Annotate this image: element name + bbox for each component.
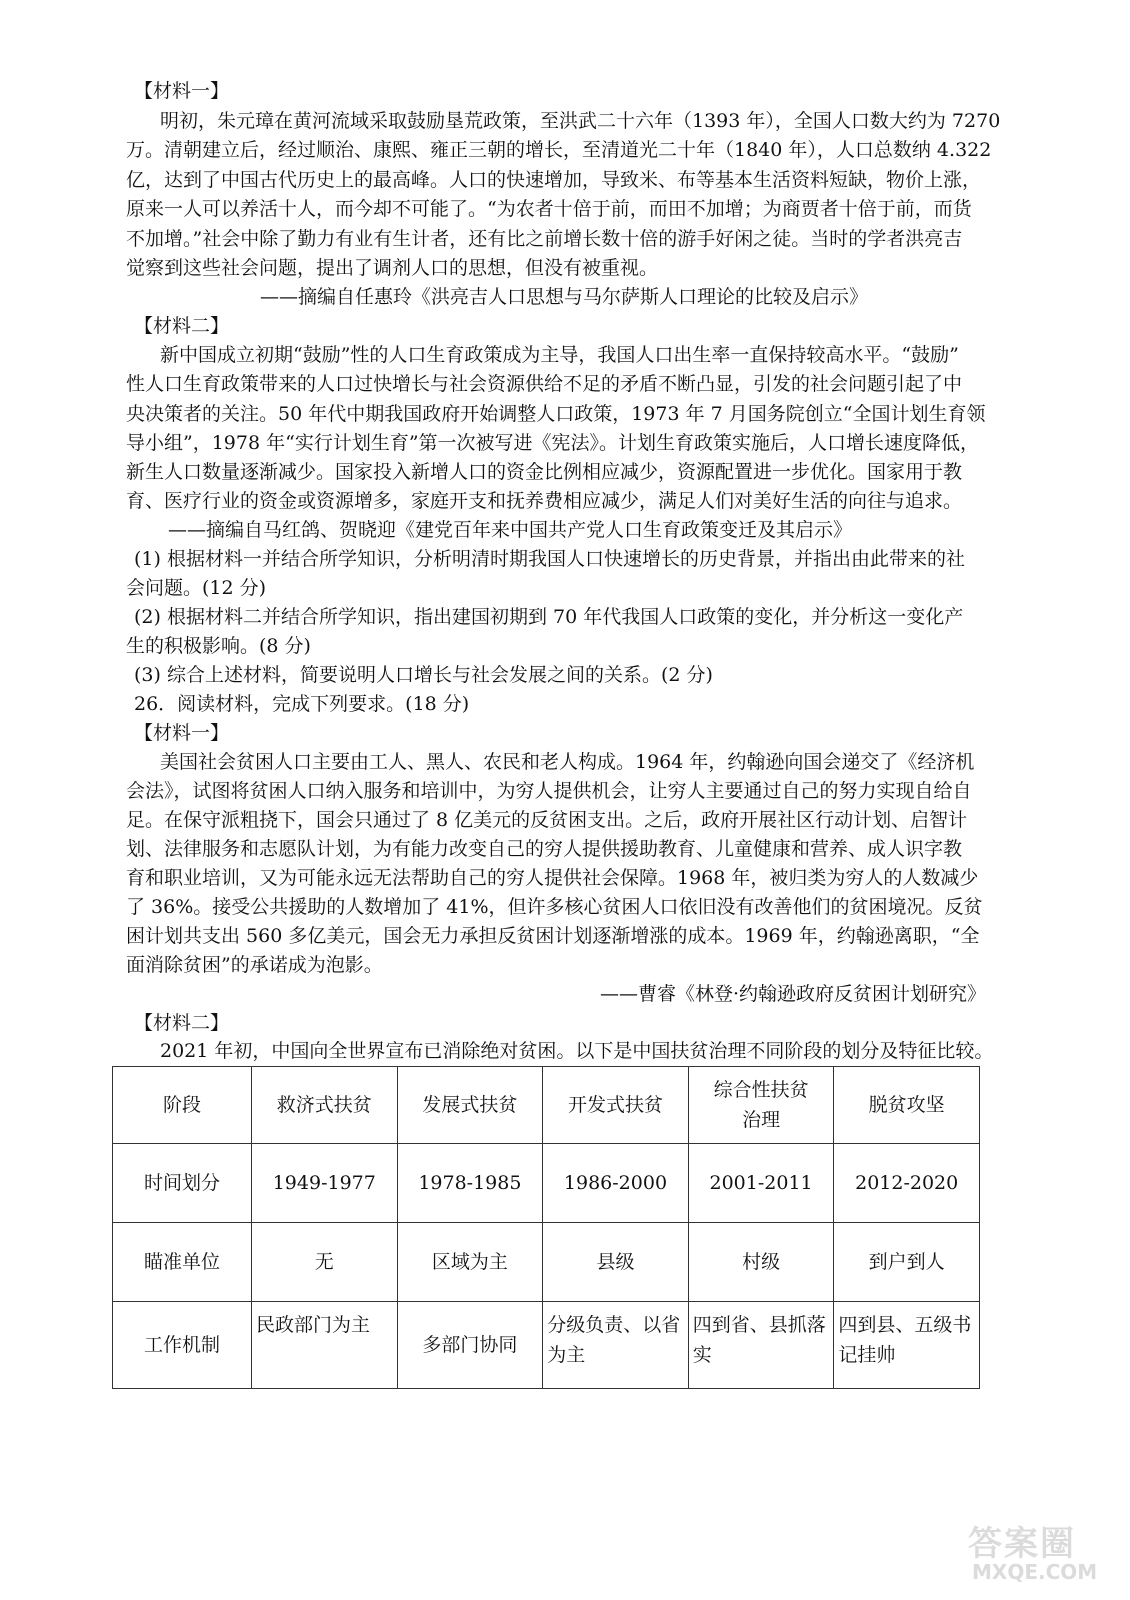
- paragraph-line: 原来一人可以养活十人，而今却不可能了。“为农者十倍于前，而田不加增；为商贾者十倍于前，而货: [126, 198, 972, 220]
- paragraph-line: 育、医疗行业的资金或资源增多，家庭开支和抚养费相应减少，满足人们对美好生活的向往与追求。: [126, 490, 963, 512]
- paragraph-line: 足。在保守派粗挠下，国会只通过了 8 亿美元的反贫困支出。之后，政府开展社区行动计划、启智计: [126, 809, 968, 831]
- paragraph-line: 新中国成立初期“鼓励”性的人口生育政策成为主导，我国人口出生率一直保持较高水平。“鼓励”: [160, 344, 959, 366]
- material-1-heading: 【材料一】: [134, 722, 230, 744]
- table-row: [113, 1302, 980, 1389]
- table-cell: 村级: [688, 1223, 834, 1302]
- paragraph-line: 不加增。”社会中除了勤力有业有生计者，还有比之前增长数十倍的游手好闲之徒。当时的学者洪亮吉: [126, 228, 963, 250]
- paragraph-line: 导小组”，1978 年“实行计划生育”第一次被写进《宪法》。计划生育政策实施后，人口增长速度降低，: [126, 432, 980, 454]
- material-2-heading: 【材料二】: [134, 1012, 230, 1034]
- table-cell: 综合性扶贫治理: [688, 1067, 834, 1144]
- table-cell: 发展式扶贫: [397, 1067, 543, 1144]
- paragraph-line: 面消除贫困”的承诺成为泡影。: [126, 954, 383, 976]
- table-intro: 2021 年初，中国向全世界宣布已消除绝对贫困。以下是中国扶贫治理不同阶段的划分及特征比较。: [160, 1040, 994, 1062]
- watermark-text: 答案圈: [968, 1524, 1076, 1564]
- table-cell: 2012-2020: [834, 1144, 980, 1223]
- paragraph-line: 万。清朝建立后，经过顺治、康熙、雍正三朝的增长，至清道光二十年（1840 年），人口总数纳 4.322: [126, 139, 992, 161]
- question-2-cont: 生的积极影响。(8 分): [126, 635, 311, 657]
- question-1-cont: 会问题。(12 分): [126, 577, 267, 599]
- paragraph-line: 划、法律服务和志愿队计划，为有能力改变自己的穷人提供援助教育、儿童健康和营养、成人识字教: [126, 838, 963, 860]
- material-2-heading: 【材料二】: [134, 315, 230, 337]
- table-cell: 到户到人: [834, 1223, 980, 1302]
- table-cell: 县级: [543, 1223, 689, 1302]
- question-1: (1) 根据材料一并结合所学知识，分析明清时期我国人口快速增长的历史背景，并指出由此带来的社: [134, 548, 965, 570]
- table-cell: 脱贫攻坚: [834, 1067, 980, 1144]
- paragraph-line: 新生人口数量逐渐减少。国家投入新增人口的资金比例相应减少，资源配置进一步优化。国家用于教: [126, 461, 963, 483]
- poverty-stage-table: [112, 1066, 980, 1389]
- table-cell: 民政部门为主: [252, 1302, 398, 1389]
- question-26-title: 26．阅读材料，完成下列要求。(18 分): [134, 693, 470, 715]
- table-cell: 分级负责、以省为主: [543, 1302, 689, 1389]
- table-cell: 无: [252, 1223, 398, 1302]
- table-cell: 1978-1985: [397, 1144, 543, 1223]
- table-row: [113, 1067, 980, 1144]
- paragraph-line: 会法》，试图将贫困人口纳入服务和培训中，为穷人提供机会，让穷人主要通过自己的努力实现自给自: [126, 780, 972, 802]
- table-cell: 四到县、五级书记挂帅: [834, 1302, 980, 1389]
- source-citation: ——曹睿《林登·约翰逊政府反贫困计划研究》: [600, 983, 987, 1005]
- paragraph-line: 性人口生育政策带来的人口过快增长与社会资源供给不足的矛盾不断凸显，引发的社会问题引起了中: [126, 373, 963, 395]
- table-cell: 四到省、县抓落实: [688, 1302, 834, 1389]
- watermark-logo: [968, 1516, 1108, 1586]
- table-cell: 1949-1977: [252, 1144, 398, 1223]
- paragraph-line: 美国社会贫困人口主要由工人、黑人、农民和老人构成。1964 年，约翰逊向国会递交了《经济机: [160, 751, 975, 773]
- table-cell: 1986-2000: [543, 1144, 689, 1223]
- paragraph-line: 央决策者的关注。50 年代中期我国政府开始调整人口政策，1973 年 7 月国务院创立“全国计划生育领: [126, 403, 986, 425]
- paragraph-line: 育和职业培训，又为可能永远无法帮助自己的穷人提供社会保障。1968 年，被归类为穷人的人数减少: [126, 867, 979, 889]
- question-3: (3) 综合上述材料，简要说明人口增长与社会发展之间的关系。(2 分): [134, 664, 713, 686]
- material-1-heading: 【材料一】: [134, 80, 230, 102]
- paragraph-line: 困计划共支出 560 多亿美元，国会无力承担反贫困计划逐渐增涨的成本。1969 年，约翰逊离职，“全: [126, 925, 980, 947]
- table-cell: 瞄准单位: [113, 1223, 252, 1302]
- watermark-url: MXQE.COM: [972, 1560, 1098, 1584]
- table-cell: 工作机制: [113, 1302, 252, 1389]
- table-row: [113, 1144, 980, 1223]
- table-row: [113, 1223, 980, 1302]
- paragraph-line: 觉察到这些社会问题，提出了调剂人口的思想，但没有被重视。: [126, 257, 659, 279]
- table-cell: 区域为主: [397, 1223, 543, 1302]
- paragraph-line: 亿，达到了中国古代历史上的最高峰。人口的快速增加，导致米、布等基本生活资料短缺，物价上涨，: [126, 169, 982, 191]
- source-citation: ——摘编自任惠玲《洪亮吉人口思想与马尔萨斯人口理论的比较及启示》: [260, 286, 869, 308]
- table-cell: 救济式扶贫: [252, 1067, 398, 1144]
- question-2: (2) 根据材料二并结合所学知识，指出建国初期到 70 年代我国人口政策的变化，并分析这一变化产: [134, 606, 964, 628]
- paragraph-line: 明初，朱元璋在黄河流域采取鼓励垦荒政策，至洪武二十六年（1393 年），全国人口数大约为 7270: [160, 110, 1001, 132]
- table-cell: 2001-2011: [688, 1144, 834, 1223]
- table-cell: 多部门协同: [397, 1302, 543, 1389]
- source-citation: ——摘编自马红鸽、贺晓迎《建党百年来中国共产党人口生育政策变迁及其启示》: [168, 519, 853, 541]
- table-cell: 时间划分: [113, 1144, 252, 1223]
- table-cell: 开发式扶贫: [543, 1067, 689, 1144]
- paragraph-line: 了 36%。接受公共援助的人数增加了 41%，但许多核心贫困人口依旧没有改善他们的贫困境况。反贫: [126, 896, 983, 918]
- table-cell: 阶段: [113, 1067, 252, 1144]
